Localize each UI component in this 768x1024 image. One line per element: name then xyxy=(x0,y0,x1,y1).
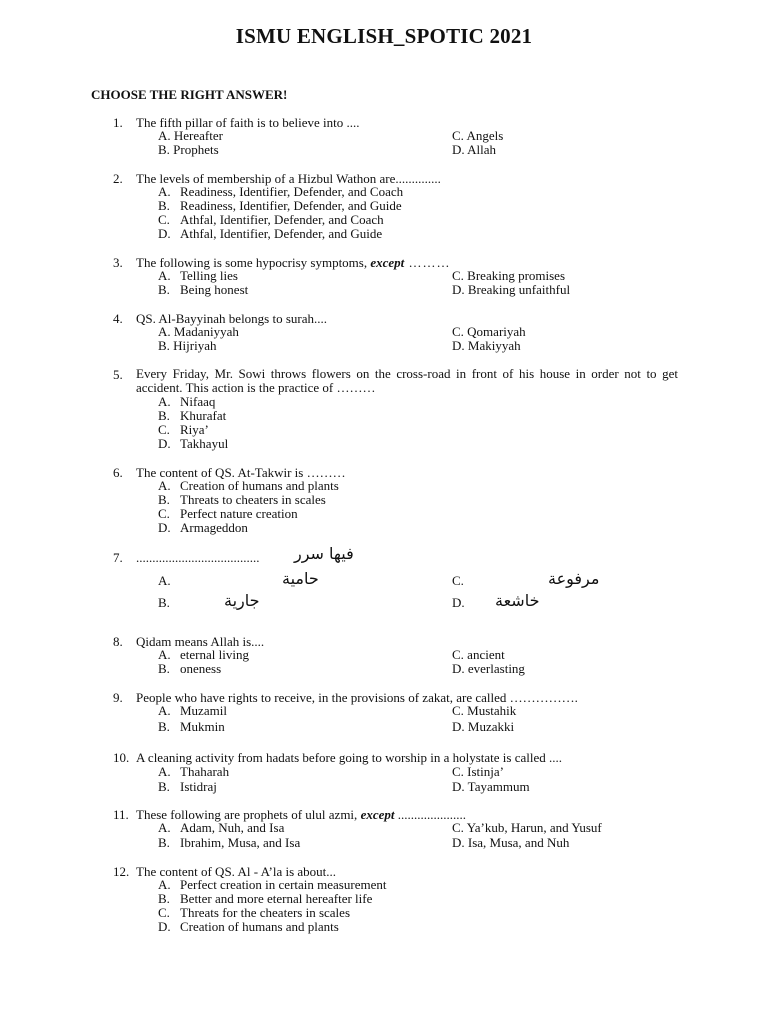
question-number: 6. xyxy=(113,465,123,480)
option-d xyxy=(158,521,248,535)
option-letter: B. xyxy=(158,891,170,906)
option-a xyxy=(158,479,339,493)
option-text: Creation of humans and plants xyxy=(180,478,339,493)
question-number: 10. xyxy=(113,750,130,765)
option-letter: D. xyxy=(158,226,171,241)
option-letter: A. xyxy=(158,394,171,409)
option-letter: D. xyxy=(452,661,465,676)
option-b-letter: B. xyxy=(158,595,170,610)
option-text: Threats to cheaters in scales xyxy=(180,492,326,507)
option-letter: D. xyxy=(452,779,465,794)
page-title: ISMU ENGLISH_SPOTIC 2021 xyxy=(235,24,533,48)
option-c xyxy=(158,423,209,437)
option-text: Athfal, Identifier, Defender, and Coach xyxy=(180,212,384,227)
question-number: 11. xyxy=(113,807,129,822)
option-b xyxy=(158,836,300,850)
option-a xyxy=(158,704,227,718)
question-text: People who have rights to receive, in the provisions of zakat, are called ……………. xyxy=(136,690,578,705)
option-text: Threats for the cheaters in scales xyxy=(180,905,351,920)
option-b xyxy=(158,409,226,423)
emphasis-except: except xyxy=(360,807,395,822)
question-text: The content of QS. Al - A’la is about... xyxy=(136,864,337,879)
question-number: 9. xyxy=(113,690,123,705)
option-c: C. Qomariyah xyxy=(452,324,526,339)
option-letter: B. xyxy=(158,779,170,794)
option-c xyxy=(452,648,505,662)
option-a-arabic: حامية xyxy=(282,569,319,588)
option-b xyxy=(158,720,225,734)
option-d xyxy=(158,437,228,451)
option-b: B. Hijriyah xyxy=(158,338,217,353)
option-c xyxy=(158,906,350,920)
option-letter: C. xyxy=(452,820,464,835)
option-text: Breaking promises xyxy=(467,268,566,283)
option-c: C. Angels xyxy=(452,128,504,143)
option-text: Muzakki xyxy=(467,719,515,734)
option-c xyxy=(452,821,602,835)
option-c-letter: C. xyxy=(452,573,464,588)
option-text: oneness xyxy=(180,661,222,676)
option-d xyxy=(452,283,570,297)
question-number: 12. xyxy=(113,864,130,879)
option-a: A. Madaniyyah xyxy=(158,324,239,339)
question-text: The content of QS. At-Takwir is ……… xyxy=(136,465,346,480)
option-letter: D. xyxy=(452,282,465,297)
option-text: Creation of humans and plants xyxy=(180,919,339,934)
instruction: CHOOSE THE RIGHT ANSWER! xyxy=(91,87,288,102)
option-letter: C. xyxy=(158,212,170,227)
option-a xyxy=(158,648,249,662)
option-text: Readiness, Identifier, Defender, and Coach xyxy=(180,184,404,199)
option-letter: C. xyxy=(452,764,464,779)
option-text: Armageddon xyxy=(180,520,248,535)
option-letter: A. xyxy=(158,268,171,283)
option-b xyxy=(158,662,221,676)
option-a xyxy=(158,821,284,835)
option-c xyxy=(452,704,516,718)
option-letter: A. xyxy=(158,184,171,199)
option-text: Telling lies xyxy=(180,268,238,283)
option-letter: D. xyxy=(452,719,465,734)
option-a xyxy=(158,269,238,283)
option-letter: D. xyxy=(158,919,171,934)
option-text: ancient xyxy=(467,647,505,662)
option-text: Adam, Nuh, and Isa xyxy=(180,820,285,835)
option-letter: B. xyxy=(158,198,170,213)
option-c xyxy=(452,269,565,283)
question-text: A cleaning activity from hadats before going to worship in a holystate is called .... xyxy=(136,750,563,765)
option-d xyxy=(452,780,530,794)
option-text: Ibrahim, Musa, and Isa xyxy=(180,835,301,850)
option-text: Isa, Musa, and Nuh xyxy=(467,835,570,850)
option-letter: A. xyxy=(158,764,171,779)
option-d: D. Allah xyxy=(452,142,497,157)
option-a xyxy=(158,765,229,779)
option-letter: B. xyxy=(158,719,170,734)
option-d: D. Makiyyah xyxy=(452,338,521,353)
option-text: Readiness, Identifier, Defender, and Guide xyxy=(180,198,402,213)
option-text: Muzamil xyxy=(180,703,227,718)
option-text: Athfal, Identifier, Defender, and Guide xyxy=(180,226,383,241)
option-text: Perfect nature creation xyxy=(180,506,298,521)
option-b xyxy=(158,892,372,906)
question-text: QS. Al-Bayyinah belongs to surah.... xyxy=(136,311,328,326)
answer-blank: ……… xyxy=(404,255,451,270)
option-d xyxy=(452,662,525,676)
question-number: 7. xyxy=(113,550,123,565)
question-number: 4. xyxy=(113,311,123,326)
option-letter: B. xyxy=(158,492,170,507)
option-b xyxy=(158,493,326,507)
option-text: Mukmin xyxy=(180,719,225,734)
question-text: Qidam means Allah is.... xyxy=(136,634,265,649)
option-text: Perfect creation in certain measurement xyxy=(180,877,387,892)
option-d-letter: D. xyxy=(452,595,465,610)
option-letter: D. xyxy=(158,436,171,451)
option-letter: C. xyxy=(452,703,464,718)
option-letter: B. xyxy=(158,835,170,850)
option-b xyxy=(158,199,402,213)
option-d xyxy=(452,836,569,850)
option-a-letter: A. xyxy=(158,573,171,588)
question-text: The fifth pillar of faith is to believe into .... xyxy=(136,115,360,130)
option-d xyxy=(158,920,339,934)
option-text: Tayammum xyxy=(467,779,530,794)
option-text: Riya’ xyxy=(180,422,209,437)
option-text: Ya’kub, Harun, and Yusuf xyxy=(466,820,602,835)
option-text: Khurafat xyxy=(180,408,227,423)
option-letter: A. xyxy=(158,703,171,718)
option-letter: B. xyxy=(158,282,170,297)
question-number: 2. xyxy=(113,171,123,186)
option-a xyxy=(158,878,386,892)
option-b-arabic: جارية xyxy=(224,591,260,610)
answer-blank: ..................... xyxy=(394,807,466,822)
emphasis-except: except xyxy=(370,255,405,270)
option-letter: A. xyxy=(158,478,171,493)
option-c xyxy=(452,765,504,779)
option-text: Nifaaq xyxy=(180,394,216,409)
option-text: Breaking unfaithful xyxy=(467,282,571,297)
question-number: 8. xyxy=(113,634,123,649)
option-text: Being honest xyxy=(180,282,249,297)
option-letter: C. xyxy=(452,647,464,662)
question-text-start: The following is some hypocrisy symptoms, xyxy=(136,255,371,270)
option-c xyxy=(158,507,298,521)
option-a: A. Hereafter xyxy=(158,128,223,143)
option-b xyxy=(158,780,217,794)
option-text: Mustahik xyxy=(467,703,517,718)
question-number: 3. xyxy=(113,255,123,270)
option-text: Thaharah xyxy=(180,764,230,779)
option-letter: C. xyxy=(158,506,170,521)
question-number: 1. xyxy=(113,115,123,130)
option-letter: A. xyxy=(158,647,171,662)
arabic-stem: فيها سرر xyxy=(294,544,354,563)
option-text: everlasting xyxy=(467,661,525,676)
option-d-arabic: خاشعة xyxy=(495,591,540,610)
option-text: Istidraj xyxy=(180,779,217,794)
option-letter: B. xyxy=(158,408,170,423)
option-a xyxy=(158,395,215,409)
option-letter: C. xyxy=(452,268,464,283)
option-d xyxy=(452,720,514,734)
option-b: B. Prophets xyxy=(158,142,219,157)
option-letter: B. xyxy=(158,661,170,676)
option-c xyxy=(158,213,384,227)
question-text: ...................................... xyxy=(136,550,260,565)
option-d xyxy=(158,227,382,241)
option-letter: A. xyxy=(158,820,171,835)
option-letter: C. xyxy=(158,905,170,920)
option-a xyxy=(158,185,403,199)
option-text: Better and more eternal hereafter life xyxy=(180,891,373,906)
option-letter: D. xyxy=(452,835,465,850)
option-text: eternal living xyxy=(180,647,249,662)
question-text: Every Friday, Mr. Sowi throws flowers on the cross-road in front of his house in order not to get accident. This action is the practice of ……… xyxy=(136,366,678,395)
option-letter: D. xyxy=(158,520,171,535)
option-letter: C. xyxy=(158,422,170,437)
question-text-start: These following are prophets of ulul azmi, xyxy=(136,807,361,822)
option-b xyxy=(158,283,248,297)
option-text: Istinja’ xyxy=(467,764,504,779)
option-c-arabic: مرفوعة xyxy=(548,569,600,588)
option-text: Takhayul xyxy=(180,436,229,451)
question-number: 5. xyxy=(113,367,123,382)
question-text: The levels of membership of a Hizbul Wathon are.............. xyxy=(136,171,441,186)
option-letter: A. xyxy=(158,877,171,892)
